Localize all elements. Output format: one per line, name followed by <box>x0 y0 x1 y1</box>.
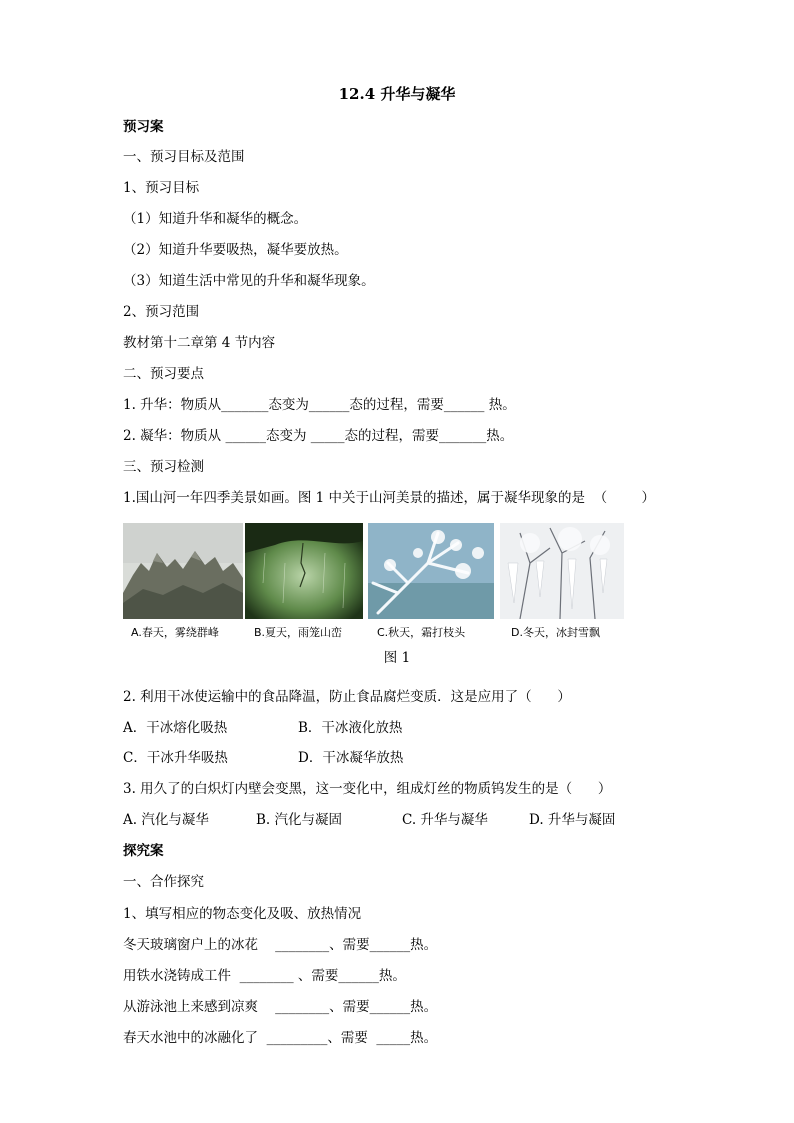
section-check: 三、预习检测 <box>123 459 204 475</box>
figure-1-photos <box>123 523 623 643</box>
q2-option-b: B．干冰液化放热 <box>298 720 403 736</box>
figure-label: 图 1 <box>383 650 411 666</box>
photo-frosted-branches <box>368 523 494 619</box>
caption-d: D.冬天，冰封雪飘 <box>511 626 600 639</box>
q2-option-d: D．干冰凝华放热 <box>298 750 404 766</box>
fill-item-4: 春天水池中的冰融化了 _________、需要 _____热。 <box>123 1030 438 1046</box>
section-goals-scope: 一、预习目标及范围 <box>123 149 245 165</box>
q2-option-c: C．干冰升华吸热 <box>123 750 228 766</box>
fill-item-2: 用铁水浇铸成工件 ________ 、需要______热。 <box>123 968 406 984</box>
q3-option-b: B. 汽化与凝固 <box>256 812 343 828</box>
scope-text: 教材第十二章第 4 节内容 <box>123 335 276 351</box>
photo-misty-mountains <box>123 523 243 619</box>
question-3: 3. 用久了的白炽灯内壁会变黑，这一变化中，组成灯丝的物质钨发生的是（ ） <box>123 781 612 797</box>
fill-item-3: 从游泳池上来感到凉爽 ________、需要______热。 <box>123 999 438 1015</box>
q3-option-d: D. 升华与凝固 <box>529 812 616 828</box>
goal-1: （1）知道升华和凝华的概念。 <box>123 211 308 227</box>
point-sublimation: 1. 升华：物质从_______态变为______态的过程，需要______ 热。 <box>123 397 516 413</box>
explore-heading: 探究案 <box>123 843 164 859</box>
caption-c: C.秋天，霜打枝头 <box>377 626 466 639</box>
goal-2: （2）知道升华要吸热，凝华要放热。 <box>123 242 348 258</box>
sub-fill-in: 1、填写相应的物态变化及吸、放热情况 <box>123 906 362 922</box>
q3-option-a: A. 汽化与凝华 <box>123 812 209 828</box>
goal-3: （3）知道生活中常见的升华和凝华现象。 <box>123 273 375 289</box>
section-key-points: 二、预习要点 <box>123 366 204 382</box>
fill-item-1: 冬天玻璃窗户上的冰花 ________、需要______热。 <box>123 937 438 953</box>
page-title: 12.4 升华与凝华 <box>338 85 456 103</box>
sub-scope: 2、预习范围 <box>123 304 200 320</box>
caption-b: B.夏天，雨笼山峦 <box>254 626 343 639</box>
photo-rainy-forest <box>245 523 363 619</box>
q2-option-a: A．干冰熔化吸热 <box>123 720 228 736</box>
question-2: 2. 利用干冰使运输中的食品降温，防止食品腐烂变质．这是应用了（ ） <box>123 689 571 705</box>
question-1: 1.国山河一年四季美景如画。图 1 中关于山河美景的描述，属于凝华现象的是 （ ） <box>123 490 655 506</box>
sub-goals: 1、预习目标 <box>123 180 200 196</box>
caption-a: A.春天，雾绕群峰 <box>131 626 219 639</box>
section-cooperative: 一、合作探究 <box>123 874 204 890</box>
preview-heading: 预习案 <box>123 119 164 135</box>
q3-option-c: C. 升华与凝华 <box>402 812 488 828</box>
photo-ice-and-snow <box>500 523 624 619</box>
point-deposition: 2. 凝华：物质从 ______态变为 _____态的过程，需要_______热。 <box>123 428 514 444</box>
